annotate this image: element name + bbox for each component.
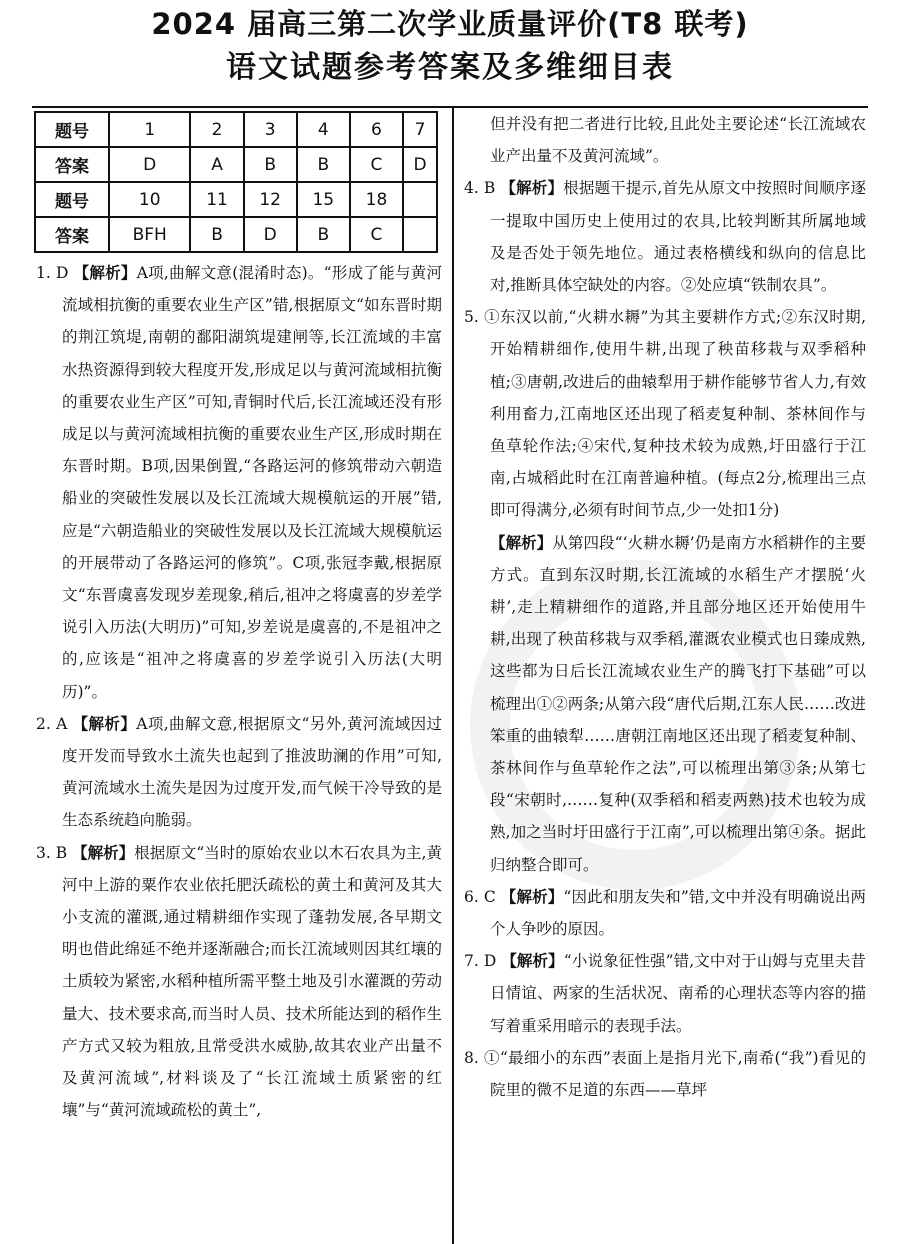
left-column [36,257,442,1126]
item-lead: 4. B [464,179,501,198]
answer-explanation-7 [464,945,866,1042]
item-lead: 8. [464,1048,485,1067]
answer-cell: A [190,147,243,182]
answer-table [34,111,438,253]
item-lead: 3. B [36,843,73,862]
item-lead: 6. C [464,887,501,906]
right-column [464,108,866,1106]
item-lead: 5. [464,308,485,327]
answer-explanation-5-analysis [464,527,866,881]
answer-explanation-6 [464,881,866,945]
explanation-text: 根据原文“当时的原始农业以木石农具为主,黄河中上游的粟作农业依托肥沃疏松的黄土和黄河及其大小支流的灌溉,通过精耕细作实现了蓬勃发展,各早期文明也借此绵延不绝并逐渐融合;而长江流域则因其红壤的土质较为紧密,水稻种植所需平整土地及引水灌溉的劳动量大、技术要求高,而当时人员、技术所能达到的稻作生产方式又较为粗放,且常受洪水威胁,故其农业产出量不及黄河流域”,材料谈及了“长江流域土质紧密的红壤”与“黄河流域疏松的黄土”, [62,843,442,1120]
answer-cell: BFH [109,217,190,252]
explanation-text: 根据题干提示,首先从原文中按照时间顺序逐一提取中国历史上使用过的农具,比较判断其所属地域及是否处于领先地位。通过表格横线和纵向的信息比对,推断具体空缺处的内容。②处应填“铁制农具”。 [490,179,866,295]
analysis-tag: 【解析】 [500,886,564,906]
answer-cell: D [109,147,190,182]
table-row [35,147,437,182]
answer-cell [403,217,437,252]
analysis-tag: 【解析】 [500,178,564,198]
question-number: 1 [109,112,190,147]
analysis-tag: 【解析】 [72,842,135,862]
question-number: 2 [190,112,243,147]
answer-cell: B [190,217,243,252]
analysis-tag: 【解析】 [501,951,564,971]
explanation-text: 从第四段“‘火耕水耨’仍是南方水稻耕作的主要方式。直到东汉时期,长江流域的水稻生产才摆脱‘火耕’,走上精耕细作的道路,并且部分地区还开始使用牛耕,出现了秧苗移栽与双季稻,灌溉农业模式也日臻成熟,这些都为日后长江流域农业生产的腾飞打下基础”可以梳理出①②两条;从第六段“唐代后期,江东人民……改进笨重的曲辕犁……唐朝江南地区还出现了稻麦复种制、茶林间作与鱼草轮作之法”,可以梳理出第③条;从第七段“宋朝时,……复种(双季稻和稻麦两熟)技术也较为成熟,加之当时圩田盛行于江南”,可以梳理出第④条。据此归纳整合即可。 [490,533,866,874]
analysis-tag: 【解析】 [73,263,137,282]
answer-explanation-4 [464,172,866,301]
answer-explanation-3 [36,837,442,1127]
answer-points: ①东汉以前,“火耕水耨”为其主要耕作方式;②东汉时期,开始精耕细作,使用牛耕,出现了秧苗移栽与双季稻种植;③唐朝,改进后的曲辕犁用于耕作能够节省人力,有效利用畜力,江南地区还出现了稻麦复种制、茶林间作与鱼草轮作法;④宋代,复种技术较为成熟,圩田盛行于江南,占城稻此时在江南普遍种植。(每点2分,梳理出三点即可得满分,必须有时间节点,少一处扣1分) [484,308,866,520]
question-number: 7 [403,112,437,147]
table-row [35,217,437,252]
answer-explanation-3-continued: 但并没有把二者进行比较,且此处主要论述“长江流域农业产出量不及黄河流域”。 [490,115,866,166]
item-lead: 2. A [36,714,73,733]
row-label: 题号 [35,182,109,217]
row-label: 答案 [35,147,109,182]
explanation-text: A项,曲解文意(混淆时态)。“形成了能与黄河流域相抗衡的重要农业生产区”错,根据原文“如东晋时期的荆江筑堤,南朝的鄱阳湖筑堤建闸等,长江流域的丰富水热资源得到较大程度开发,形成足以与黄河流域相抗衡的重要农业生产区”可知,青铜时代后,长江流域还没有形成足以与黄河流域相抗衡的重要农业生产区,形成时期在东晋时期。B项,因果倒置,“各路运河的修筑带动六朝造船业的突破性发展以及长江流域大规模航运的开展”错,应是“六朝造船业的突破性发展以及长江流域大规模航运的开展带动了各路运河的修筑”。C项,张冠李戴,根据原文“东晋虞喜发现岁差现象,稍后,祖冲之将虞喜的岁差学说引入历法(大明历)”可知,岁差说是虞喜的,不是祖冲之的,应该是“祖冲之将虞喜的岁差学说引入历法(大明历)”。 [62,264,442,701]
explanation-text: ①“最细小的东西”表面上是指月光下,南希(“我”)看见的院里的微不足道的东西——草坪 [484,1048,866,1100]
answer-cell: C [350,147,403,182]
question-number: 4 [297,112,350,147]
explanation-text: “小说象征性强”错,文中对于山姆与克里夫昔日情谊、两家的生活状况、南希的心理状态等内容的描写着重采用暗示的表现手法。 [490,952,866,1035]
answer-cell: D [244,217,297,252]
explanation-text: A项,曲解文意,根据原文“另外,黄河流域因过度开发而导致水土流失也起到了推波助澜的作用”可知,黄河流域水土流失是因为过度开发,而气候干冷导致的是生态系统趋向脆弱。 [62,714,442,830]
analysis-tag: 【解析】 [72,713,137,733]
question-number: 10 [109,182,190,217]
question-number: 11 [190,182,243,217]
row-label: 答案 [35,217,109,252]
item-lead: 7. D [464,952,502,971]
answer-cell: B [297,217,350,252]
answer-explanation-5 [464,301,866,526]
answer-cell: B [244,147,297,182]
answer-cell: B [297,147,350,182]
answer-cell: D [403,147,437,182]
column-divider [452,106,454,1244]
answer-explanation-2 [36,708,442,837]
explanation-text: “因此和朋友失和”错,文中并没有明确说出两个人争吵的原因。 [490,887,866,939]
answer-explanation-1 [36,257,442,708]
item-lead: 1. D [36,264,74,282]
table-row [35,112,437,147]
question-number [403,182,437,217]
table-row [35,182,437,217]
question-number: 12 [244,182,297,217]
analysis-tag: 【解析】 [490,532,553,552]
question-number: 15 [297,182,350,217]
row-label: 题号 [35,112,109,147]
question-number: 18 [350,182,403,217]
question-number: 3 [244,112,297,147]
question-number: 6 [350,112,403,147]
page-title: 2024 届高三第二次学业质量评价(T8 联考) [151,7,749,41]
page-subtitle: 语文试题参考答案及多维细目表 [226,50,674,85]
answer-cell: C [350,217,403,252]
answer-explanation-8 [464,1042,866,1106]
